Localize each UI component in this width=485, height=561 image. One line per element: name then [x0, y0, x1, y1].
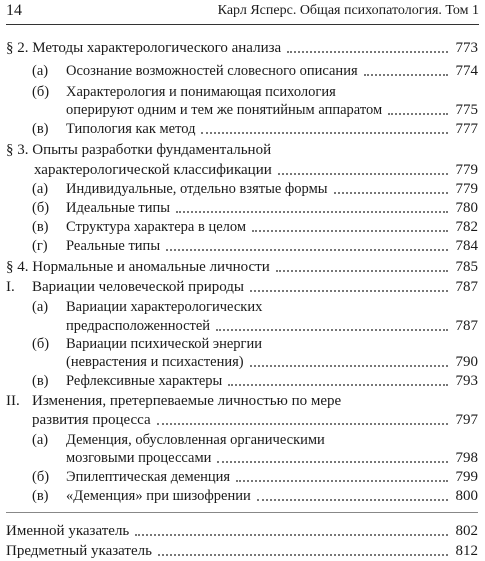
toc-marker: (г) — [32, 238, 48, 254]
toc-entry-text: Характерология и понимающая психология — [66, 84, 336, 100]
toc-page-number: 802 — [455, 523, 478, 539]
toc-entry-text: Типология как метод — [66, 121, 196, 137]
dot-leader — [135, 534, 448, 536]
toc-marker: (в) — [32, 219, 49, 235]
toc-entry-text: Идеальные типы — [66, 200, 171, 216]
toc-entry-text: Деменция, обусловленная органическими — [66, 432, 325, 448]
toc-entry-title: Именной указатель — [6, 523, 130, 539]
toc-page-number: 787 — [455, 318, 478, 334]
toc-entry-text: Структура характера в целом — [66, 219, 247, 235]
toc-page-number: 799 — [455, 469, 478, 485]
toc-marker: (в) — [32, 121, 49, 137]
toc-marker: (а) — [32, 181, 49, 197]
toc-page-number: 773 — [455, 40, 478, 56]
dot-leader — [364, 74, 448, 76]
toc-page-number: 812 — [455, 543, 478, 559]
toc-section-2b[interactable] — [6, 102, 478, 118]
toc-entry-title: § 4. Нормальные и аномальные личности — [6, 259, 270, 275]
dot-leader — [236, 480, 448, 482]
toc-page-number: 774 — [455, 63, 478, 79]
toc-entry-text: «Деменция» при шизофрении — [66, 488, 251, 504]
toc-entry-text: Эпилептическая деменция — [66, 469, 231, 485]
toc-marker: (б) — [32, 469, 50, 485]
toc-entry-title: § 2. Методы характерологического анализа — [6, 40, 282, 56]
toc-page-number: 779 — [455, 162, 478, 178]
dot-leader — [216, 329, 448, 331]
toc-marker: II. — [6, 393, 20, 409]
dot-leader — [201, 132, 448, 134]
toc-subject-index[interactable] — [6, 543, 478, 559]
toc-entry-text: предрасположенностей — [66, 318, 211, 334]
dot-leader — [388, 113, 448, 115]
toc-marker: (а) — [32, 432, 49, 448]
dot-leader — [250, 365, 448, 367]
toc-page-number: 779 — [455, 181, 478, 197]
toc-page-number: 785 — [455, 259, 478, 275]
toc-page-number: 784 — [455, 238, 478, 254]
toc-name-index[interactable] — [6, 523, 478, 539]
toc-section-3[interactable] — [6, 162, 478, 178]
toc-entry-text: развития процесса — [32, 412, 151, 428]
toc-section-2a[interactable] — [6, 63, 478, 79]
toc-entry-text: Изменения, претерпеваемые личностью по мере — [32, 393, 342, 409]
toc-section-4-IIa-line1[interactable] — [32, 432, 325, 448]
dot-leader — [276, 270, 448, 272]
toc-section-4-Ia-line1[interactable] — [32, 299, 262, 315]
toc-page-number: 775 — [455, 102, 478, 118]
toc-marker: I. — [6, 279, 15, 295]
running-title: Карл Ясперс. Общая психопатология. Том 1 — [217, 3, 479, 18]
toc-section-4-II-line1[interactable] — [6, 393, 341, 409]
page-number: 14 — [6, 2, 22, 19]
toc-marker: (б) — [32, 336, 50, 352]
toc-section-4-Ic[interactable] — [6, 373, 478, 389]
toc-page-number: 800 — [455, 488, 478, 504]
dot-leader — [278, 173, 448, 175]
dot-leader — [157, 423, 448, 425]
dot-leader — [334, 192, 449, 194]
toc-entry-text: мозговыми процессами — [66, 450, 212, 466]
toc-entry-text: Вариации психической энергии — [66, 336, 263, 352]
dot-leader — [228, 384, 448, 386]
toc-section-4-IIb[interactable] — [6, 469, 478, 485]
dot-leader — [158, 554, 448, 556]
toc-section-3c[interactable] — [6, 219, 478, 235]
toc-page-number: 777 — [455, 121, 478, 137]
toc-marker: (б) — [32, 84, 50, 100]
toc-marker: (в) — [32, 488, 49, 504]
dot-leader — [166, 249, 448, 251]
toc-marker: (в) — [32, 373, 49, 389]
toc-entry-text: Вариации характерологических — [66, 299, 263, 315]
table-of-contents — [6, 0, 478, 561]
toc-marker: (а) — [32, 299, 49, 315]
toc-section-4[interactable] — [6, 259, 478, 275]
toc-section-3-line1[interactable]: § 3. Опыты разработки фундаментальной — [6, 142, 272, 158]
toc-page-number: 782 — [455, 219, 478, 235]
toc-page-number: 780 — [455, 200, 478, 216]
toc-section-4-Ib[interactable] — [6, 354, 478, 370]
toc-section-4-I[interactable] — [6, 279, 478, 295]
toc-section-2[interactable] — [6, 40, 478, 56]
toc-section-4-II[interactable] — [6, 412, 478, 428]
toc-marker: (а) — [32, 63, 49, 79]
toc-entry-text: (неврастения и психастения) — [66, 354, 244, 370]
toc-section-2b-line1[interactable] — [32, 84, 336, 100]
toc-page-number: 790 — [455, 354, 478, 370]
toc-entry-text: Осознание возможностей словесного описания — [66, 63, 358, 79]
toc-entry-title: Предметный указатель — [6, 543, 152, 559]
toc-section-2c[interactable] — [6, 121, 478, 137]
toc-entry-text: Реальные типы — [66, 238, 161, 254]
toc-entry-text: Индивидуальные, отдельно взятые формы — [66, 181, 328, 197]
toc-section-3a[interactable] — [6, 181, 478, 197]
section-divider — [6, 512, 478, 513]
toc-page-number: 787 — [455, 279, 478, 295]
dot-leader — [252, 230, 448, 232]
toc-page-number: 798 — [455, 450, 478, 466]
toc-entry-text: Вариации человеческой природы — [32, 279, 245, 295]
toc-section-4-IIc[interactable] — [6, 488, 478, 504]
dot-leader — [257, 499, 448, 501]
toc-entry-text: оперируют одним и тем же понятийным аппаратом — [66, 102, 383, 118]
dot-leader — [287, 51, 448, 53]
toc-page-number: 797 — [455, 412, 478, 428]
toc-marker: (б) — [32, 200, 50, 216]
dot-leader — [250, 290, 448, 292]
toc-section-4-IIa[interactable] — [6, 450, 478, 466]
dot-leader — [176, 211, 448, 213]
toc-entry-title: характерологической классификации — [34, 162, 272, 178]
dot-leader — [217, 461, 448, 463]
toc-section-3d[interactable] — [6, 238, 478, 254]
toc-page-number: 793 — [455, 373, 478, 389]
toc-section-4-Ia[interactable] — [6, 318, 478, 334]
toc-entry-text: Рефлексивные характеры — [66, 373, 223, 389]
toc-section-3b[interactable] — [6, 200, 478, 216]
toc-section-4-Ib-line1[interactable] — [32, 336, 262, 352]
